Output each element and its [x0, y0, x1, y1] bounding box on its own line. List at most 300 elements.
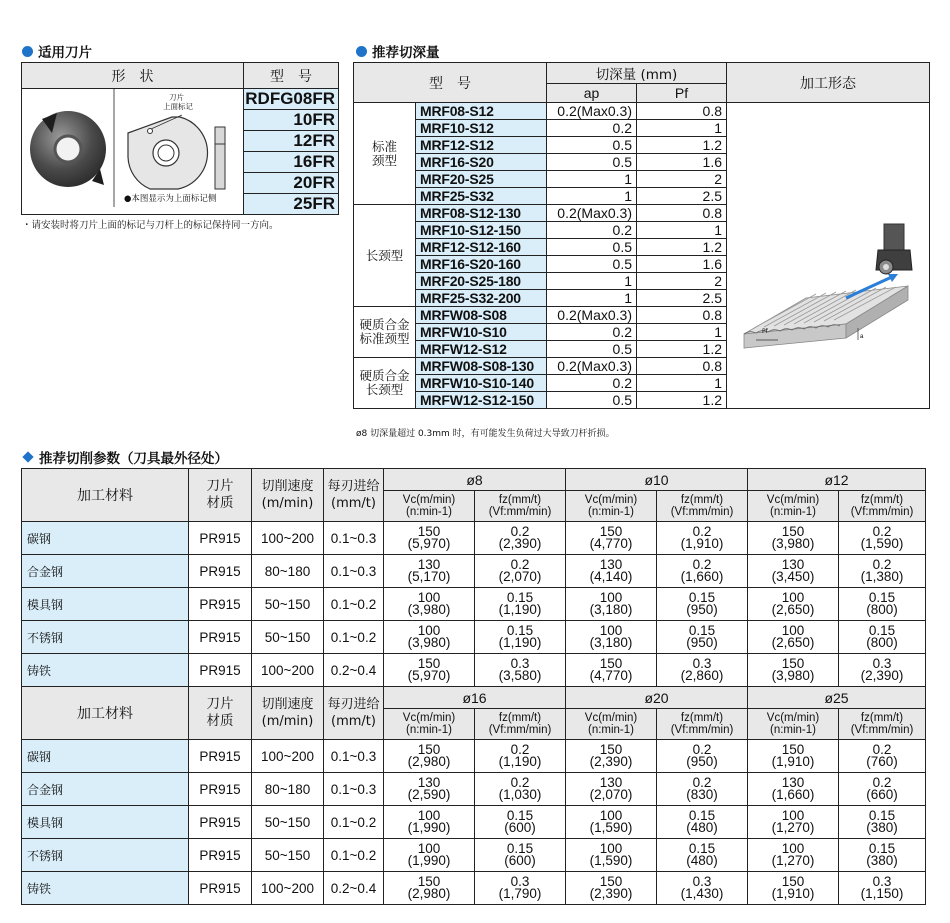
- grade: PR915: [189, 522, 252, 555]
- depth-ap: 0.2: [547, 324, 637, 341]
- vc-value: 150: [599, 524, 623, 539]
- fz-value-cell: [657, 872, 748, 905]
- depth-pf: 1.6: [637, 256, 727, 273]
- col-speed: 切削速度 (m/min): [252, 687, 324, 740]
- n-value: (1,660): [771, 787, 815, 802]
- vc-value-cell: [748, 773, 839, 806]
- sub-n-label: (n:min-1): [769, 724, 816, 736]
- depth-col-pf: Pf: [637, 84, 727, 103]
- sub-vc-label: Vc(m/min): [584, 494, 638, 506]
- depth-model: MRF20-S25-180: [416, 273, 547, 290]
- vf-value: (950): [686, 754, 718, 769]
- vf-value: (1,150): [860, 886, 904, 901]
- depth-pf: 2.5: [637, 188, 727, 205]
- fz-value-cell: [475, 839, 566, 872]
- n-value: (2,390): [589, 754, 633, 769]
- cutting-speed: 50~150: [252, 806, 324, 839]
- n-value: (1,270): [771, 820, 815, 835]
- fz-value: 0.2: [692, 775, 712, 790]
- material-name: 合金钢: [22, 555, 189, 588]
- depth-model: MRF16-S20-160: [416, 256, 547, 273]
- depth-model: MRFW12-S12-150: [416, 392, 547, 409]
- depth-col-model: 型 号: [354, 63, 547, 103]
- fz-value: 0.3: [692, 656, 712, 671]
- depth-pf: 1.2: [637, 392, 727, 409]
- machining-form-svg: [726, 102, 929, 422]
- sub-vf-label: (Vf:mm/min): [850, 506, 914, 518]
- sub-fz-label: fz(mm/t): [498, 494, 542, 506]
- n-value: (2,980): [407, 886, 451, 901]
- vc-value: 130: [781, 775, 805, 790]
- fz-value-cell: [475, 588, 566, 621]
- fz-value-cell: [839, 872, 926, 905]
- n-value: (1,590): [589, 820, 633, 835]
- vc-value: 100: [599, 623, 623, 638]
- vc-value: 150: [417, 656, 441, 671]
- fz-value-cell: [475, 806, 566, 839]
- depth-ap: 0.2: [547, 222, 637, 239]
- diameter-header: ø12: [748, 469, 926, 491]
- vf-value: (2,390): [860, 668, 904, 683]
- vc-value: 150: [599, 656, 623, 671]
- tool-insert-hole: [883, 264, 889, 270]
- fz-value-cell: [657, 806, 748, 839]
- material-name: 不锈钢: [22, 621, 189, 654]
- fz-value: 0.2: [872, 524, 892, 539]
- depth-pf: 1.2: [637, 341, 727, 358]
- depth-model: MRFW08-S08-130: [416, 358, 547, 375]
- n-value: (5,170): [407, 569, 451, 584]
- depth-ap: 1: [547, 273, 637, 290]
- grade: PR915: [189, 621, 252, 654]
- depth-ap: 0.2(Max0.3): [547, 358, 637, 375]
- vc-value-cell: [566, 839, 657, 872]
- depth-model: MRF25-S32-200: [416, 290, 547, 307]
- n-value: (2,590): [407, 787, 451, 802]
- depth-pf: 1.2: [637, 137, 727, 154]
- fz-value: 0.15: [688, 623, 716, 638]
- cutting-speed: 50~150: [252, 839, 324, 872]
- insert-model-1: 10FR: [244, 110, 339, 131]
- sub-vc: [384, 491, 475, 522]
- depth-model: MRF08-S12-130: [416, 205, 547, 222]
- n-value: (5,970): [407, 668, 451, 683]
- material-name: 不锈钢: [22, 839, 189, 872]
- machining-form-figure: [726, 102, 929, 422]
- fz-value-cell: [475, 872, 566, 905]
- fz-value: 0.3: [510, 656, 530, 671]
- vc-value-cell: [748, 588, 839, 621]
- depth-ap: 0.2: [547, 120, 637, 137]
- label-top: 刀片: [169, 93, 184, 102]
- fz-value-cell: [657, 555, 748, 588]
- sub-fz: [475, 709, 566, 740]
- sub-n-label: (n:min-1): [587, 724, 634, 736]
- insert-figure-cell: [22, 89, 244, 215]
- figure-note: ●本图显示为上面标记侧: [124, 194, 217, 204]
- fz-value: 0.15: [506, 841, 534, 856]
- col-speed: 切削速度 (m/min): [252, 469, 324, 522]
- vc-value-cell: [748, 872, 839, 905]
- vc-value-cell: [384, 588, 475, 621]
- material-name: 模具钢: [22, 806, 189, 839]
- vc-value-cell: [566, 806, 657, 839]
- vc-value-cell: [384, 773, 475, 806]
- sub-vc: [748, 709, 839, 740]
- sub-vc-label: Vc(m/min): [402, 712, 456, 724]
- depth-model: MRF10-S12: [416, 120, 547, 137]
- sub-fz: [839, 709, 926, 740]
- fz-value-cell: [657, 654, 748, 687]
- diameter-header: ø8: [384, 469, 566, 491]
- params-title-text: 推荐切削参数（刀具最外径处）: [39, 451, 228, 467]
- vf-value: (950): [686, 602, 718, 617]
- col-shape: 形 状: [22, 63, 244, 89]
- sub-n-label: (n:min-1): [405, 724, 452, 736]
- material-name: 碳钢: [22, 522, 189, 555]
- fz-value: 0.2: [692, 524, 712, 539]
- depth-model: MRFW12-S12: [416, 341, 547, 358]
- depth-note: ø8 切深量超过 0.3mm 时，有可能发生负荷过大导致刀杆折损。: [356, 429, 615, 439]
- sub-vf-label: (Vf:mm/min): [488, 724, 552, 736]
- insert-mark-dot: [148, 129, 153, 134]
- fz-value: 0.3: [872, 874, 892, 889]
- vf-value: (1,380): [860, 569, 904, 584]
- diameter-header: ø10: [566, 469, 748, 491]
- fz-value-cell: [839, 621, 926, 654]
- vc-value-cell: [748, 740, 839, 773]
- fz-value-cell: [475, 740, 566, 773]
- n-value: (3,180): [589, 635, 633, 650]
- n-value: (1,910): [771, 886, 815, 901]
- n-value: (3,980): [407, 635, 451, 650]
- fz-value-cell: [475, 773, 566, 806]
- sub-n-label: (n:min-1): [587, 506, 634, 518]
- sub-fz-label: fz(mm/t): [680, 494, 724, 506]
- sub-vc-label: Vc(m/min): [766, 494, 820, 506]
- sub-vc-label: Vc(m/min): [584, 712, 638, 724]
- sub-vf-label: (Vf:mm/min): [670, 724, 734, 736]
- n-value: (1,990): [407, 853, 451, 868]
- cutting-speed: 80~180: [252, 555, 324, 588]
- depth-ap: 1: [547, 188, 637, 205]
- fz-value-cell: [475, 621, 566, 654]
- depth-ap: 0.5: [547, 341, 637, 358]
- fz-value: 0.2: [510, 524, 530, 539]
- vc-value-cell: [566, 654, 657, 687]
- n-value: (2,070): [589, 787, 633, 802]
- vc-value: 150: [781, 656, 805, 671]
- fz-value: 0.15: [688, 808, 716, 823]
- vf-value: (600): [504, 853, 536, 868]
- vc-value: 130: [417, 557, 441, 572]
- fz-value: 0.2: [510, 775, 530, 790]
- insert-model-3: 16FR: [244, 152, 339, 173]
- material-name: 铸铁: [22, 872, 189, 905]
- depth-pf: 2: [637, 171, 727, 188]
- grade: PR915: [189, 654, 252, 687]
- vc-value: 150: [417, 874, 441, 889]
- vc-value: 150: [417, 742, 441, 757]
- vf-value: (3,580): [498, 668, 542, 683]
- vc-value: 100: [599, 808, 623, 823]
- vc-value: 100: [781, 841, 805, 856]
- vf-value: (760): [866, 754, 898, 769]
- insert-model-4: 20FR: [244, 173, 339, 194]
- vc-value: 100: [417, 808, 441, 823]
- n-value: (4,140): [589, 569, 633, 584]
- n-value: (1,590): [589, 853, 633, 868]
- fz-value-cell: [839, 555, 926, 588]
- fz-value: 0.15: [688, 590, 716, 605]
- vc-value: 150: [599, 874, 623, 889]
- depth-pf: 0.8: [637, 205, 727, 222]
- grade: PR915: [189, 740, 252, 773]
- material-name: 碳钢: [22, 740, 189, 773]
- vc-value-cell: [748, 654, 839, 687]
- cutting-speed: 100~200: [252, 872, 324, 905]
- depth-model: MRF08-S12: [416, 103, 547, 120]
- vc-value: 150: [781, 742, 805, 757]
- fz-value-cell: [839, 740, 926, 773]
- fz-value: 0.3: [872, 656, 892, 671]
- sub-vc-label: Vc(m/min): [402, 494, 456, 506]
- depth-group-name: 长颈型: [354, 205, 416, 307]
- vf-value: (1,030): [498, 787, 542, 802]
- vc-value: 100: [417, 590, 441, 605]
- insert-drawing-hole-inner: [158, 145, 174, 161]
- sub-n-label: (n:min-1): [769, 506, 816, 518]
- feed-per-tooth: 0.1~0.2: [324, 806, 384, 839]
- n-value: (3,980): [771, 668, 815, 683]
- sub-vc: [384, 709, 475, 740]
- cutting-speed: 50~150: [252, 588, 324, 621]
- vc-value-cell: [384, 806, 475, 839]
- diamond-bullet-icon: [22, 451, 33, 462]
- depth-model: MRFW08-S08: [416, 307, 547, 324]
- sub-fz: [657, 709, 748, 740]
- vc-value: 130: [417, 775, 441, 790]
- n-value: (1,910): [771, 754, 815, 769]
- col-grade: 刀片 材质: [189, 687, 252, 740]
- cutting-speed: 100~200: [252, 654, 324, 687]
- sub-vc-label: Vc(m/min): [766, 712, 820, 724]
- bullet-icon: [22, 46, 33, 57]
- depth-ap: 0.5: [547, 137, 637, 154]
- label-mark: 上面标记: [163, 102, 193, 111]
- fz-value: 0.2: [872, 775, 892, 790]
- fz-value: 0.2: [872, 742, 892, 757]
- col-material: 加工材料: [22, 469, 189, 522]
- grade: PR915: [189, 773, 252, 806]
- fz-value-cell: [839, 522, 926, 555]
- fz-value: 0.15: [506, 808, 534, 823]
- depth-title-text: 推荐切深量: [372, 45, 440, 61]
- params-section-title: [22, 447, 228, 467]
- depth-ap: 0.5: [547, 392, 637, 409]
- depth-pf: 0.8: [637, 103, 727, 120]
- sub-fz-label: fz(mm/t): [860, 712, 904, 724]
- bullet-icon: [356, 46, 367, 57]
- fz-value: 0.2: [872, 557, 892, 572]
- n-value: (3,180): [589, 602, 633, 617]
- insert-model-2: 12FR: [244, 131, 339, 152]
- insert-title-text: 适用刀片: [38, 45, 92, 61]
- vf-value: (480): [686, 820, 718, 835]
- depth-model: MRF16-S20: [416, 154, 547, 171]
- vc-value-cell: [566, 621, 657, 654]
- vc-value-cell: [384, 872, 475, 905]
- insert-model-5: 25FR: [244, 194, 339, 215]
- fz-value: 0.2: [510, 557, 530, 572]
- depth-model: MRF12-S12-160: [416, 239, 547, 256]
- sub-vc: [748, 491, 839, 522]
- cutting-speed: 100~200: [252, 740, 324, 773]
- fz-value-cell: [657, 740, 748, 773]
- tool-holder: [884, 224, 904, 250]
- diameter-header: ø25: [748, 687, 926, 709]
- fz-value-cell: [475, 555, 566, 588]
- vc-value-cell: [748, 839, 839, 872]
- sub-fz: [657, 491, 748, 522]
- depth-pf: 0.8: [637, 358, 727, 375]
- n-value: (1,270): [771, 853, 815, 868]
- depth-ap: 0.5: [547, 154, 637, 171]
- fz-value-cell: [839, 654, 926, 687]
- insert-model-0: RDFG08FR: [244, 89, 339, 110]
- fz-value-cell: [839, 773, 926, 806]
- col-grade: 刀片 材质: [189, 469, 252, 522]
- col-material: 加工材料: [22, 687, 189, 740]
- fz-value: 0.15: [868, 623, 896, 638]
- vc-value-cell: [748, 522, 839, 555]
- vf-value: (1,190): [498, 602, 542, 617]
- fz-value: 0.15: [688, 841, 716, 856]
- vc-value: 130: [781, 557, 805, 572]
- n-value: (4,770): [589, 536, 633, 551]
- sub-fz: [839, 491, 926, 522]
- sub-fz-label: fz(mm/t): [860, 494, 904, 506]
- vf-value: (800): [866, 635, 898, 650]
- feed-per-tooth: 0.2~0.4: [324, 654, 384, 687]
- diameter-header: ø20: [566, 687, 748, 709]
- vf-value: (1,910): [680, 536, 724, 551]
- depth-pf: 2.5: [637, 290, 727, 307]
- material-name: 模具钢: [22, 588, 189, 621]
- n-value: (1,990): [407, 820, 451, 835]
- vc-value: 150: [781, 874, 805, 889]
- cutting-speed: 80~180: [252, 773, 324, 806]
- depth-col-depth: 切深量 (mm): [547, 63, 727, 84]
- material-name: 铸铁: [22, 654, 189, 687]
- vc-value-cell: [384, 621, 475, 654]
- install-note: ・请安装时将刀片上面的标记与刀杆上的标记保持同一方向。: [22, 220, 279, 231]
- n-value: (2,650): [771, 602, 815, 617]
- depth-section-title: [356, 41, 440, 61]
- vc-value-cell: [566, 740, 657, 773]
- fz-value-cell: [475, 654, 566, 687]
- feed-per-tooth: 0.1~0.3: [324, 740, 384, 773]
- n-value: (2,390): [589, 886, 633, 901]
- vc-value: 150: [417, 524, 441, 539]
- cutting-speed: 100~200: [252, 522, 324, 555]
- vf-value: (2,070): [498, 569, 542, 584]
- insert-photo-hole: [55, 136, 81, 162]
- vf-value: (380): [866, 853, 898, 868]
- vc-value: 150: [599, 742, 623, 757]
- depth-col-form: 加工形态: [727, 63, 930, 103]
- vf-value: (2,860): [680, 668, 724, 683]
- vc-value-cell: [384, 654, 475, 687]
- vc-value: 100: [781, 808, 805, 823]
- depth-ap: 0.2(Max0.3): [547, 103, 637, 120]
- grade: PR915: [189, 806, 252, 839]
- feed-per-tooth: 0.2~0.4: [324, 872, 384, 905]
- fz-value: 0.15: [868, 808, 896, 823]
- fz-value: 0.15: [506, 590, 534, 605]
- fz-value: 0.2: [692, 557, 712, 572]
- n-value: (4,770): [589, 668, 633, 683]
- fz-value: 0.3: [510, 874, 530, 889]
- vf-value: (950): [686, 635, 718, 650]
- fz-value-cell: [657, 522, 748, 555]
- depth-model: MRF12-S12: [416, 137, 547, 154]
- vc-value: 100: [417, 841, 441, 856]
- fz-value: 0.15: [868, 841, 896, 856]
- n-value: (2,980): [407, 754, 451, 769]
- insert-section-title: [22, 41, 92, 61]
- vc-value: 130: [599, 557, 623, 572]
- depth-table-wrap: [353, 62, 930, 409]
- vf-value: (1,430): [680, 886, 724, 901]
- depth-ap: 0.2(Max0.3): [547, 307, 637, 324]
- depth-ap: 0.5: [547, 256, 637, 273]
- vc-value-cell: [384, 555, 475, 588]
- vc-value-cell: [748, 621, 839, 654]
- grade: PR915: [189, 872, 252, 905]
- feed-per-tooth: 0.1~0.3: [324, 522, 384, 555]
- vf-value: (600): [504, 820, 536, 835]
- feed-per-tooth: 0.1~0.2: [324, 839, 384, 872]
- vf-value: (1,590): [860, 536, 904, 551]
- feed-per-tooth: 0.1~0.2: [324, 588, 384, 621]
- pf-dim-label: Pf: [762, 328, 768, 335]
- col-feed: 每刃进给 (mm/t): [324, 469, 384, 522]
- depth-pf: 1: [637, 222, 727, 239]
- depth-pf: 0.8: [637, 307, 727, 324]
- vc-value: 130: [599, 775, 623, 790]
- vc-value-cell: [384, 522, 475, 555]
- vc-value-cell: [566, 522, 657, 555]
- sub-vc: [566, 491, 657, 522]
- ap-dim-label: a: [860, 334, 864, 340]
- depth-group-name: 硬质合金 长颈型: [354, 358, 416, 409]
- depth-ap: 1: [547, 171, 637, 188]
- grade: PR915: [189, 555, 252, 588]
- insert-side-view: [215, 127, 225, 189]
- sub-n-label: (n:min-1): [405, 506, 452, 518]
- vc-value-cell: [566, 872, 657, 905]
- vf-value: (830): [686, 787, 718, 802]
- grade: PR915: [189, 588, 252, 621]
- depth-pf: 1.2: [637, 239, 727, 256]
- params-table: [21, 468, 926, 905]
- vc-value: 150: [781, 524, 805, 539]
- col-feed: 每刃进给 (mm/t): [324, 687, 384, 740]
- n-value: (5,970): [407, 536, 451, 551]
- depth-group-name: 硬质合金 标准颈型: [354, 307, 416, 358]
- vc-value: 100: [417, 623, 441, 638]
